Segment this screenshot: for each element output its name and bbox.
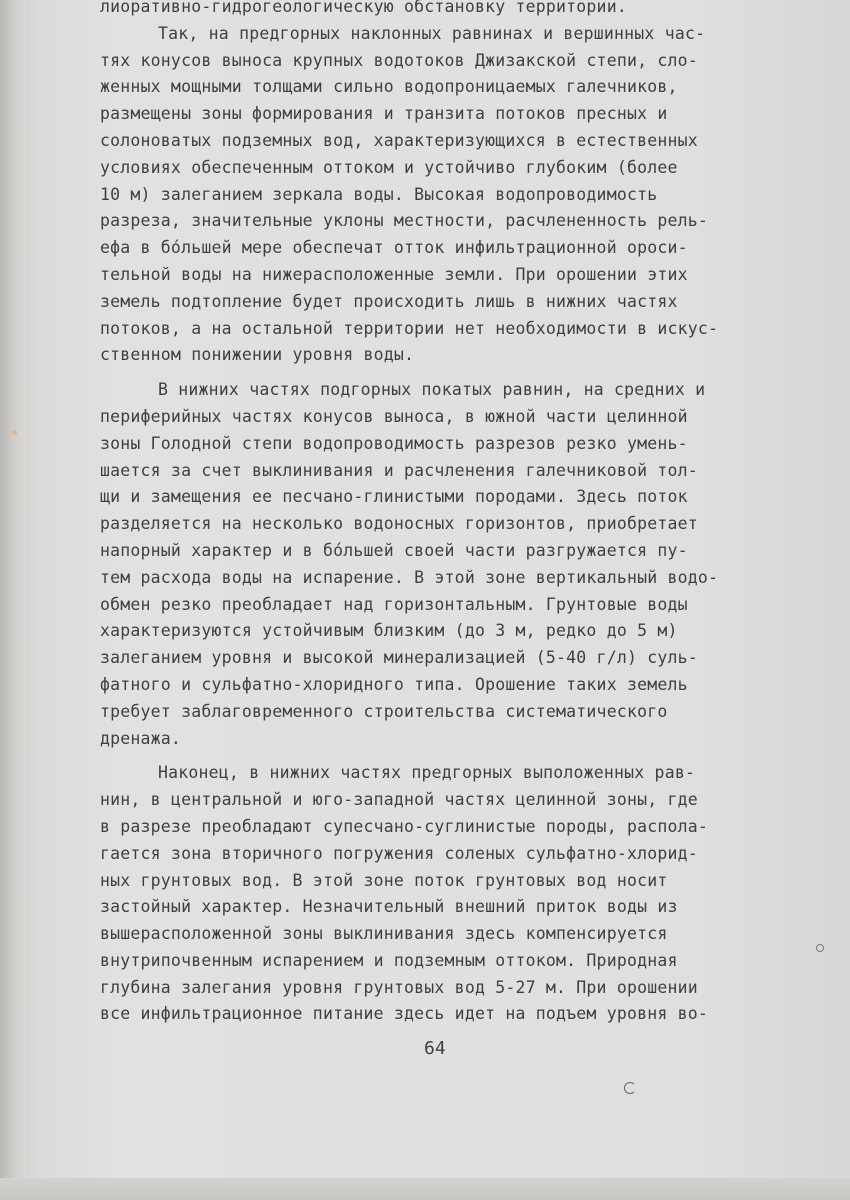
text-line: напорный характер и в бо́льшей своей части разгружается пу- — [100, 540, 688, 560]
text-line: все инфильтрационное питание здесь идет на подъем уровня во- — [100, 1004, 709, 1024]
text-line: тем расхода воды на испарение. В этой зоне вертикальный водо- — [100, 567, 719, 587]
ink-dot — [816, 944, 824, 952]
page-number: 64 — [424, 1038, 446, 1059]
text-line: шается за счет выклинивания и расчленения галечниковой тол- — [100, 460, 698, 480]
page-bottom-edge — [0, 1178, 850, 1200]
text-line: В нижних частях подгорных покатых равнин, на средних и — [158, 380, 706, 400]
text-line: требует заблаговременного строительства систематического — [100, 701, 668, 721]
stain-mark — [12, 430, 17, 435]
text-line: щи и замещения ее песчано-глинистыми породами. Здесь поток — [100, 487, 688, 507]
text-line: тях конусов выноса крупных водотоков Джизакской степи, сло- — [100, 50, 698, 70]
text-line: вышерасположенной зоны выклинивания здесь компенсируется — [100, 924, 668, 944]
text-line: тельной воды на нижерасположенные земли. При орошении этих — [100, 264, 688, 284]
text-line: в разрезе преобладают супесчано-суглинистые породы, распола- — [100, 816, 709, 836]
text-line: фатного и сульфатно-хлоридного типа. Орошение таких земель — [100, 674, 688, 694]
text-line: ных грунтовых вод. В этой зоне поток грунтовых вод носит — [100, 870, 668, 890]
text-line: женных мощными толщами сильно водопроницаемых галечников, — [100, 77, 678, 97]
text-line: 10 м) залеганием зеркала воды. Высокая водопроводимость — [100, 184, 658, 204]
text-line: залеганием уровня и высокой минерализацией (5-40 г/л) суль- — [100, 648, 698, 668]
text-line: гается зона вторичного погружения соленых сульфатно-хлорид- — [100, 843, 698, 863]
pencil-mark — [624, 1082, 636, 1094]
text-line: солоноватых подземных вод, характеризующихся в естественных — [100, 130, 698, 150]
text-line: Наконец, в нижних частях предгорных выположенных рав- — [158, 763, 696, 783]
text-line: застойный характер. Незначительный внешний приток воды из — [100, 897, 678, 917]
text-line: зоны Голодной степи водопроводимость разрезов резко умень- — [100, 433, 688, 453]
text-line: обмен резко преобладает над горизонтальным. Грунтовые воды — [100, 594, 688, 614]
page-binding-shadow — [0, 0, 26, 1200]
text-line: периферийных частях конусов выноса, в южной части целинной — [100, 406, 688, 426]
text-line: размещены зоны формирования и транзита потоков пресных и — [100, 104, 668, 124]
text-line: внутрипочвенным испарением и подземным оттоком. Природная — [100, 950, 678, 970]
body-text — [100, 0, 822, 1028]
text-line: разреза, значительные уклоны местности, расчлененность рель- — [100, 211, 709, 231]
text-line: нин, в центральной и юго-западной частях целинной зоны, где — [100, 790, 698, 810]
text-line: земель подтопление будет происходить лишь в нижних частях — [100, 291, 678, 311]
text-line: лиоративно-гидрогеологическую обстановку территории. — [100, 0, 627, 16]
text-line: глубина залегания уровня грунтовых вод 5-27 м. При орошении — [100, 977, 698, 997]
text-line: потоков, а на остальной территории нет необходимости в искус- — [100, 318, 719, 338]
text-line: ефа в бо́льшей мере обеспечат отток инфильтрационной ороси- — [100, 238, 688, 258]
text-line: ственном понижении уровня воды. — [100, 345, 415, 365]
text-line: условиях обеспеченным оттоком и устойчиво глубоким (более — [100, 157, 678, 177]
text-line: Так, на предгорных наклонных равнинах и вершинных час- — [158, 23, 706, 43]
text-line: дренажа. — [100, 728, 182, 748]
text-line: характеризуются устойчивым близким (до 3 м, редко до 5 м) — [100, 621, 678, 641]
text-line: разделяется на несколько водоносных горизонтов, приобретает — [100, 514, 698, 534]
